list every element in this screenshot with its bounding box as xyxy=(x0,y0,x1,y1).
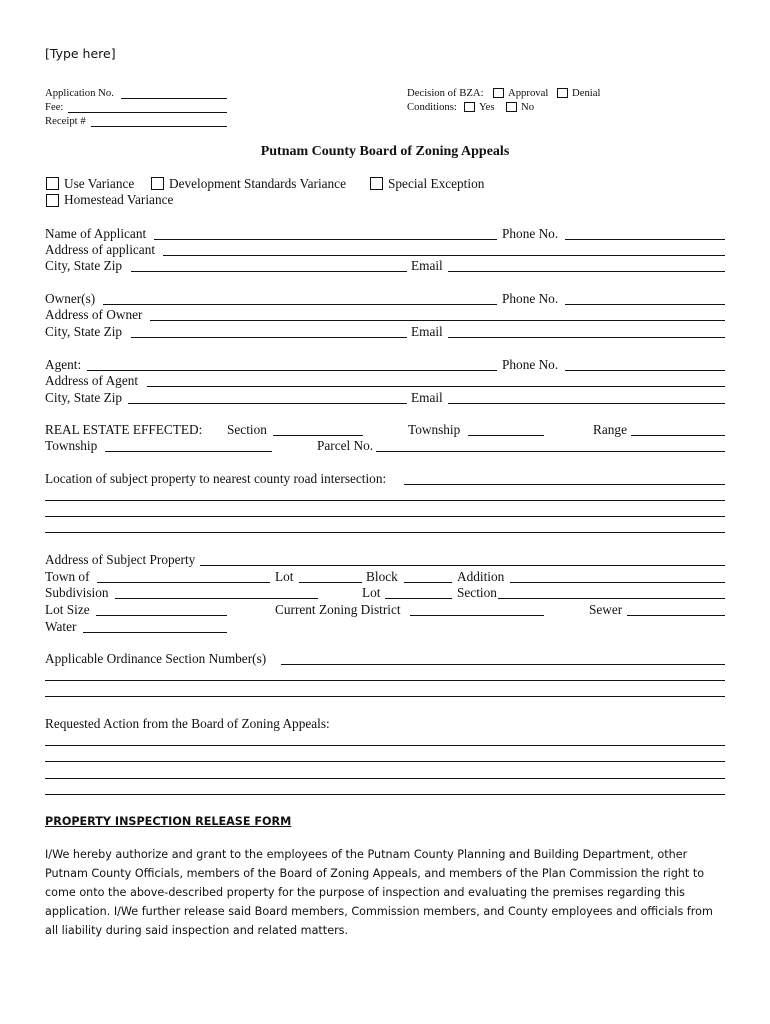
fee-field[interactable] xyxy=(68,112,227,113)
requested-action-field-line[interactable] xyxy=(45,794,725,795)
denial-checkbox[interactable] xyxy=(557,88,568,98)
applicant-email-field[interactable] xyxy=(448,271,725,272)
denial-label: Denial xyxy=(572,87,601,99)
lot-field[interactable] xyxy=(299,582,362,583)
owner-address-field[interactable] xyxy=(150,320,725,321)
agent-address-field[interactable] xyxy=(147,386,725,387)
development-standards-variance-label: Development Standards Variance xyxy=(169,176,346,191)
ordinance-field-line[interactable] xyxy=(45,696,725,697)
section-label: Section xyxy=(457,585,497,600)
receipt-label: Receipt # xyxy=(45,115,86,127)
agent-email-field[interactable] xyxy=(448,403,725,404)
block-field[interactable] xyxy=(404,582,452,583)
homestead-variance-checkbox[interactable] xyxy=(46,194,59,207)
owner-name-field[interactable] xyxy=(103,304,497,305)
requested-action-field-line[interactable] xyxy=(45,761,725,762)
sewer-label: Sewer xyxy=(589,602,623,617)
release-text xyxy=(45,845,713,940)
applicant-address-field[interactable] xyxy=(163,255,725,256)
town-of-field[interactable] xyxy=(97,582,270,583)
real-estate-section-field[interactable] xyxy=(273,435,363,436)
real-estate-township-field[interactable] xyxy=(468,435,544,436)
special-exception-label: Special Exception xyxy=(388,176,485,191)
agent-name-label: Agent: xyxy=(45,357,82,372)
town-of-label: Town of xyxy=(45,569,90,584)
water-label: Water xyxy=(45,619,77,634)
owner-name-label: Owner(s) xyxy=(45,291,96,306)
current-zoning-field[interactable] xyxy=(410,615,544,616)
owner-city-field[interactable] xyxy=(131,337,407,338)
agent-email-label: Email xyxy=(411,390,443,405)
lot-label: Lot xyxy=(275,569,294,584)
release-line: come onto the above-described property for the purpose of inspection and evaluating the premises regarding this xyxy=(45,886,686,899)
owner-email-label: Email xyxy=(411,324,443,339)
applicant-name-label: Name of Applicant xyxy=(45,226,147,241)
application-no-field[interactable] xyxy=(121,98,227,99)
conditions-no-label: No xyxy=(521,101,535,113)
agent-name-field[interactable] xyxy=(87,370,497,371)
agent-phone-field[interactable] xyxy=(565,370,725,371)
subject-address-field[interactable] xyxy=(200,565,725,566)
receipt-field[interactable] xyxy=(91,126,227,127)
applicant-city-label: City, State Zip xyxy=(45,258,123,273)
owner-email-field[interactable] xyxy=(448,337,725,338)
application-no-label: Application No. xyxy=(45,87,114,99)
homestead-variance-label: Homestead Variance xyxy=(64,192,174,207)
applicant-address-label: Address of applicant xyxy=(45,242,156,257)
header-placeholder: [Type here] xyxy=(45,46,116,61)
block-label: Block xyxy=(366,569,398,584)
applicant-city-field[interactable] xyxy=(131,271,407,272)
owner-address-label: Address of Owner xyxy=(45,307,143,322)
owner-phone-field[interactable] xyxy=(565,304,725,305)
real-estate-range-label: Range xyxy=(593,422,627,437)
applicant-email-label: Email xyxy=(411,258,443,273)
conditions-no-checkbox[interactable] xyxy=(506,102,517,112)
page-title: Putnam County Board of Zoning Appeals xyxy=(260,144,510,159)
subdivision-field[interactable] xyxy=(115,598,318,599)
real-estate-heading: REAL ESTATE EFFECTED: xyxy=(45,422,203,437)
real-estate-range-field[interactable] xyxy=(631,435,725,436)
location-field-line[interactable] xyxy=(45,500,725,501)
decision-label: Decision of BZA: xyxy=(407,87,484,99)
conditions-yes-label: Yes xyxy=(479,101,495,113)
special-exception-checkbox[interactable] xyxy=(370,177,383,190)
agent-address-label: Address of Agent xyxy=(45,373,139,388)
location-label: Location of subject property to nearest county road intersection: xyxy=(45,471,387,486)
ordinance-field-line[interactable] xyxy=(45,680,725,681)
release-heading: PROPERTY INSPECTION RELEASE FORM xyxy=(45,815,292,828)
subdivision-label: Subdivision xyxy=(45,585,109,600)
ordinance-label: Applicable Ordinance Section Number(s) xyxy=(45,651,267,666)
applicant-name-field[interactable] xyxy=(154,239,497,240)
approval-checkbox[interactable] xyxy=(493,88,504,98)
release-line: Putnam County Officials, members of the Board of Zoning Appeals, and members of the Plan Commission the right to xyxy=(45,867,705,880)
use-variance-label: Use Variance xyxy=(64,176,135,191)
location-field-line[interactable] xyxy=(45,516,725,517)
release-line: I/We hereby authorize and grant to the employees of the Putnam County Planning and Building Department, other xyxy=(45,848,688,861)
ordinance-field[interactable] xyxy=(281,664,725,665)
use-variance-checkbox[interactable] xyxy=(46,177,59,190)
water-field[interactable] xyxy=(83,632,227,633)
owner-city-label: City, State Zip xyxy=(45,324,123,339)
release-line: application. I/We further release said Board members, Commission members, and County employees and officials from xyxy=(45,905,713,918)
location-field[interactable] xyxy=(404,484,725,485)
lot-2-label: Lot xyxy=(362,585,381,600)
applicant-phone-field[interactable] xyxy=(565,239,725,240)
applicant-phone-label: Phone No. xyxy=(502,226,559,241)
fee-label: Fee: xyxy=(45,101,64,113)
township-label: Township xyxy=(45,438,98,453)
real-estate-section-label: Section xyxy=(227,422,267,437)
approval-label: Approval xyxy=(508,87,549,99)
conditions-label: Conditions: xyxy=(407,101,457,113)
owner-phone-label: Phone No. xyxy=(502,291,559,306)
parcel-no-field[interactable] xyxy=(376,451,725,452)
sewer-field[interactable] xyxy=(627,615,725,616)
conditions-yes-checkbox[interactable] xyxy=(464,102,475,112)
lot-size-label: Lot Size xyxy=(45,602,90,617)
lot-2-field[interactable] xyxy=(385,598,452,599)
lot-size-field[interactable] xyxy=(96,615,227,616)
parcel-no-label: Parcel No. xyxy=(317,438,374,453)
agent-city-label: City, State Zip xyxy=(45,390,123,405)
requested-action-field-line[interactable] xyxy=(45,778,725,779)
addition-field[interactable] xyxy=(510,582,725,583)
addition-label: Addition xyxy=(457,569,505,584)
development-standards-variance-checkbox[interactable] xyxy=(151,177,164,190)
agent-phone-label: Phone No. xyxy=(502,357,559,372)
release-line: all liability during said inspection and related matters. xyxy=(45,924,349,937)
current-zoning-label: Current Zoning District xyxy=(275,602,401,617)
section-field[interactable] xyxy=(498,598,725,599)
real-estate-township-label: Township xyxy=(408,422,461,437)
requested-action-field-line[interactable] xyxy=(45,745,725,746)
agent-city-field[interactable] xyxy=(128,403,407,404)
location-field-line[interactable] xyxy=(45,532,725,533)
requested-action-label: Requested Action from the Board of Zoning Appeals: xyxy=(45,716,330,731)
subject-address-label: Address of Subject Property xyxy=(45,552,196,567)
township-field[interactable] xyxy=(105,451,272,452)
